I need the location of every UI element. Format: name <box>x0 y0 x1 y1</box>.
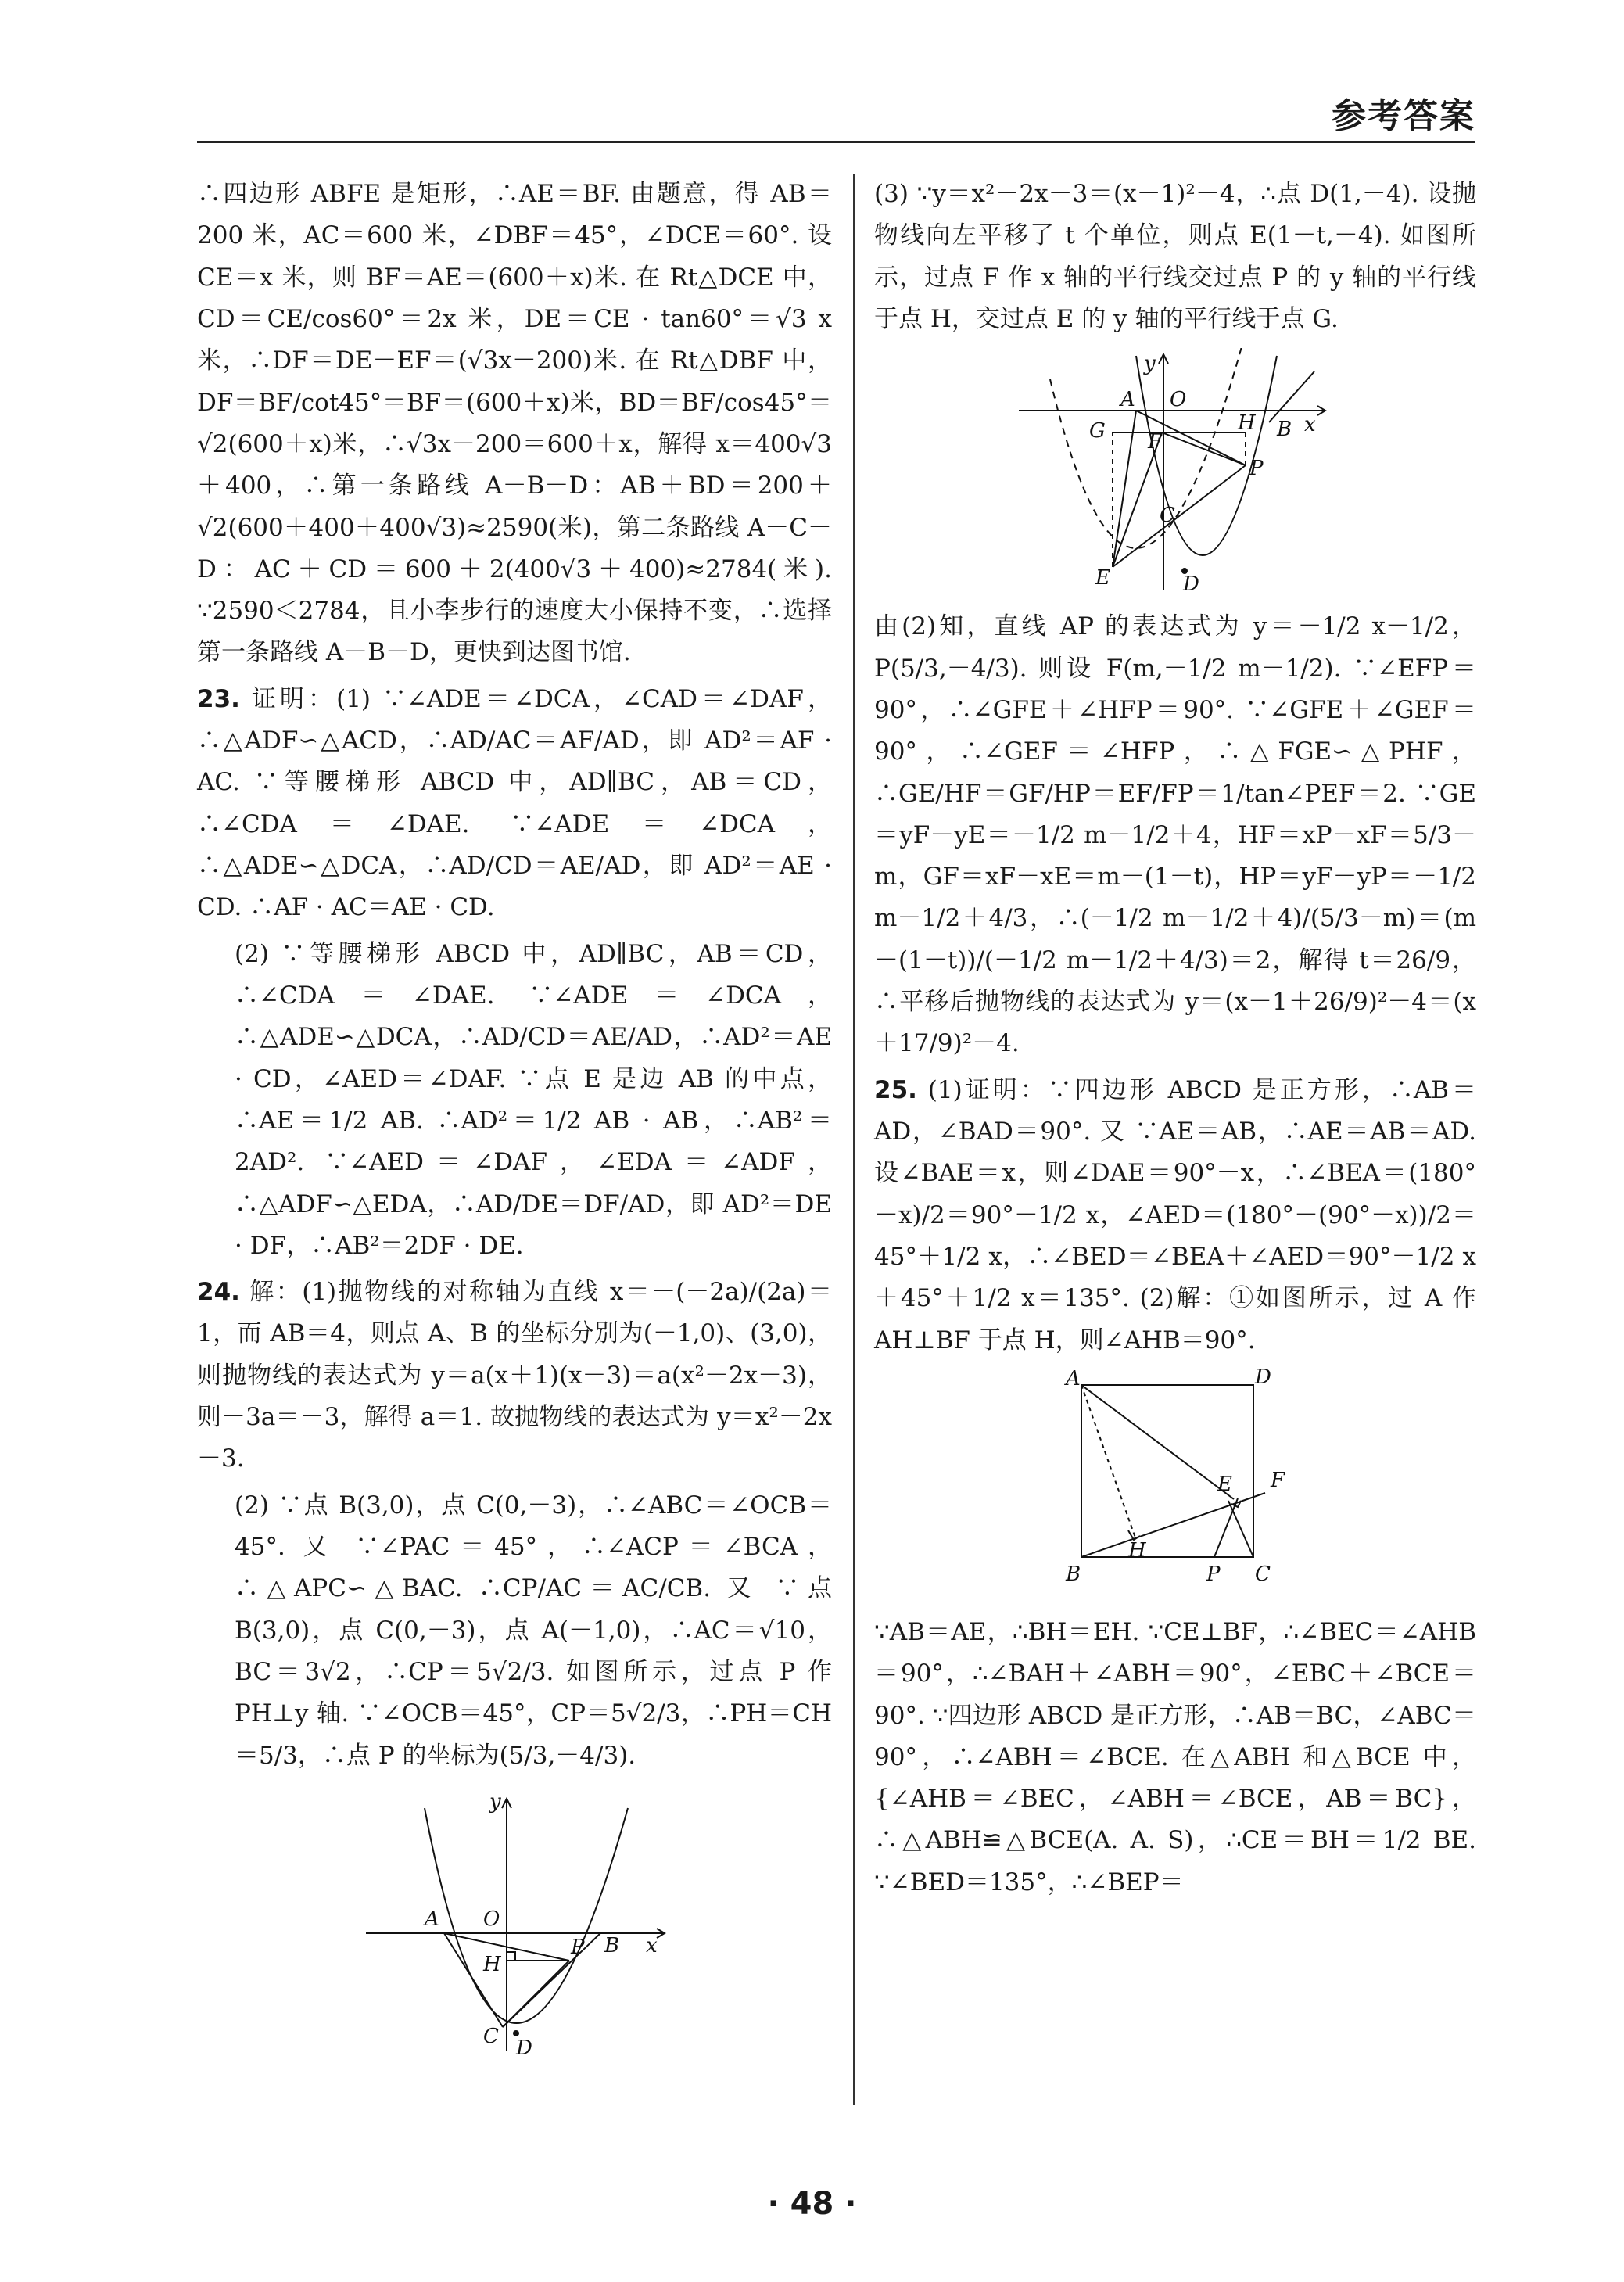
fig2-label-d: D <box>1183 572 1199 597</box>
fig3-label-p: P <box>1206 1562 1221 1586</box>
square-figure <box>1050 1369 1300 1604</box>
fig1-label-a: A <box>425 1907 439 1931</box>
fig1-label-p: P <box>571 1935 585 1959</box>
fig3-label-e: E <box>1217 1472 1232 1496</box>
solution-24-part-3-continued: 由(2)知，直线 AP 的表达式为 y＝－1/2 x－1/2，P(5/3,－4/3). 则设 F(m,－1/2 m－1/2). ∵∠EFP＝90°，∴∠GFE＋∠HFP＝90°. ∵∠GFE＋∠GEF＝90°，∴∠GEF＝∠HFP，∴△FGE∽△PHF，∴GE/HF＝GF/HP＝EF/FP＝1/tan∠PEF＝2. ∵GE＝yF－yE＝－1/2 m－1/2＋4，HF＝xP－xF＝5/3－m，GF＝xF－xE＝m－(1－t)，HP＝yF－yP＝－1/2 m－1/2＋4/3，∴(－1/2 m－1/2＋4)/(5/3－m)＝(m－(1－t))/(－1/2 m－1/2＋4/3)＝2，解得 t＝26/9，∴平移后抛物线的表达式为 y＝(x－1＋26/9)²－4＝(x＋17/9)²－4. <box>874 612 1476 1058</box>
fig2-label-h: H <box>1238 411 1256 436</box>
fig1-label-c: C <box>483 2024 499 2048</box>
solution-24: 24. 解：(1)抛物线的对称轴为直线 x＝－(－2a)/(2a)＝1，而 AB＝4，则点 A、B 的坐标分别为(－1,0)、(3,0)，则抛物线的表达式为 y＝a(x＋1)(x－3)＝a(x²－2x－3)，则－3a＝－3，解得 a＝1. 故抛物线的表达式为 y＝x²－2x－3. <box>197 1278 832 1473</box>
fig2-label-a: A <box>1120 388 1135 412</box>
fig2-label-b: B <box>1277 418 1292 442</box>
left-column <box>197 174 832 2074</box>
fig1-label-b: B <box>604 1933 620 1957</box>
fig2-label-f: F <box>1148 430 1163 454</box>
parabola-figure-1 <box>350 1785 679 2066</box>
fig1-label-o: O <box>483 1907 500 1931</box>
solution-25: 25. (1)证明：∵四边形 ABCD 是正方形，∴AB＝AD，∠BAD＝90°. 又 ∵AE＝AB，∴AE＝AB＝AD. 设∠BAE＝x，则∠DAE＝90°－x，∴∠BEA＝(180°－x)/2＝90°－1/2 x，∠AED＝(180°－(90°－x))/2＝45°＋1/2 x，∴∠BED＝∠BEA＋∠AED＝90°－1/2 x＋45°＋1/2 x＝135°. (2)解：①如图所示，过 A 作 AH⊥BF 于点 H，则∠AHB＝90°. <box>874 1075 1477 1354</box>
fig1-label-y: y <box>489 1789 501 1814</box>
fig3-label-d: D <box>1255 1369 1271 1389</box>
header-rule <box>197 141 1475 143</box>
fig2-label-y: y <box>1144 352 1156 376</box>
fig2-label-g: G <box>1089 419 1106 443</box>
solution-23-part-2: (2) ∵等腰梯形 ABCD 中，AD∥BC，AB＝CD，∴∠CDA＝∠DAE. ∵∠ADE＝∠DCA，∴△ADE∽△DCA，∴AD/CD＝AE/AD，∴AD²＝AE · CD，∠AED＝∠DAF. ∵点 E 是边 AB 的中点，∴AE＝1/2 AB. ∴AD²＝1/2 AB · AB，∴AB²＝2AD². ∵∠AED＝∠DAF，∠EDA＝∠ADF，∴△ADF∽△EDA，∴AD/DE＝DF/AD，即 AD²＝DE · DF，∴AB²＝2DF · DE. <box>235 939 832 1260</box>
fig3-label-a: A <box>1066 1369 1081 1390</box>
right-column <box>874 174 1476 1908</box>
solution-24-part-2: (2) ∵点 B(3,0)，点 C(0,－3)，∴∠ABC＝∠OCB＝45°. 又 ∵∠PAC＝45°，∴∠ACP＝∠BCA，∴△APC∽△BAC. ∴CP/AC＝AC/CB. 又 ∵点 B(3,0)，点 C(0,－3)，点 A(－1,0)，∴AC＝√10，BC＝3√2，∴CP＝5√2/3. 如图所示，过点 P 作 PH⊥y 轴. ∵∠OCB＝45°，CP＝5√2/3，∴PH＝CH＝5/3，∴点 P 的坐标为(5/3,－4/3). <box>235 1491 832 1770</box>
fig2-label-e: E <box>1095 566 1110 590</box>
fig2-label-c: C <box>1160 504 1175 528</box>
solution-23: 23. 证明：(1) ∵∠ADE＝∠DCA，∠CAD＝∠DAF，∴△ADF∽△ACD，∴AD/AC＝AF/AD，即 AD²＝AF · AC. ∵等腰梯形 ABCD 中，AD∥BC，AB＝CD，∴∠CDA＝∠DAE. ∵∠ADE＝∠DCA，∴△ADE∽△DCA，∴AD/CD＝AE/AD，即 AD²＝AE · CD. ∴AF · AC＝AE · CD. <box>197 684 832 922</box>
column-divider <box>853 174 855 2105</box>
fig3-label-f: F <box>1271 1468 1285 1492</box>
fig1-label-h: H <box>483 1952 501 1976</box>
fig1-label-x: x <box>646 1933 658 1957</box>
page-header-title: 参考答案 <box>1332 96 1475 136</box>
fig1-label-d: D <box>516 2036 532 2060</box>
parabola-figure-2 <box>1011 348 1339 598</box>
fig2-label-o: O <box>1170 388 1187 412</box>
fig3-label-b: B <box>1066 1562 1081 1586</box>
solution-22-continued: ∴四边形 ABFE 是矩形，∴AE＝BF. 由题意，得 AB＝200 米，AC＝600 米，∠DBF＝45°，∠DCE＝60°. 设 CE＝x 米，则 BF＝AE＝(600＋x)米. 在 Rt△DCE 中，CD＝CE/cos60°＝2x 米，DE＝CE · tan60°＝√3 x 米，∴DF＝DE－EF＝(√3x－200)米. 在 Rt△DBF 中，DF＝BF/cot45°＝BF＝(600＋x)米，BD＝BF/cos45°＝√2(600＋x)米，∴√3x－200＝600＋x，解得 x＝400√3＋400，∴第一条路线 A－B－D：AB＋BD＝200＋√2(600＋400＋400√3)≈2590(米)，第二条路线 A－C－D：AC＋CD＝600＋2(400√3＋400)≈2784(米). ∵2590＜2784，且小李步行的速度大小保持不变，∴选择第一条路线 A－B－D，更快到达图书馆. <box>197 180 832 667</box>
page-number: · 48 · <box>767 2186 857 2222</box>
fig3-label-c: C <box>1255 1562 1271 1586</box>
fig2-label-x: x <box>1304 413 1316 437</box>
solution-25-part-2-continued: ∵AB＝AE，∴BH＝EH. ∵CE⊥BF，∴∠BEC＝∠AHB＝90°，∴∠BAH＋∠ABH＝90°，∠EBC＋∠BCE＝90°. ∵四边形 ABCD 是正方形，∴AB＝BC，∠ABC＝90°，∴∠ABH＝∠BCE. 在△ABH 和△BCE 中，{∠AHB＝∠BEC，∠ABH＝∠BCE，AB＝BC}，∴△ABH≌△BCE(A. A. S)，∴CE＝BH＝1/2 BE. ∵∠BED＝135°，∴∠BEP＝ <box>874 1617 1476 1896</box>
fig2-label-p: P <box>1249 457 1264 481</box>
solution-24-part-3: (3) ∵y＝x²－2x－3＝(x－1)²－4，∴点 D(1,－4). 设抛物线向左平移了 t 个单位，则点 E(1－t,－4). 如图所示，过点 F 作 x 轴的平行线交过点 P 的 y 轴的平行线于点 H，交过点 E 的 y 轴的平行线于点 G. <box>874 180 1476 333</box>
fig3-label-h: H <box>1128 1538 1146 1563</box>
